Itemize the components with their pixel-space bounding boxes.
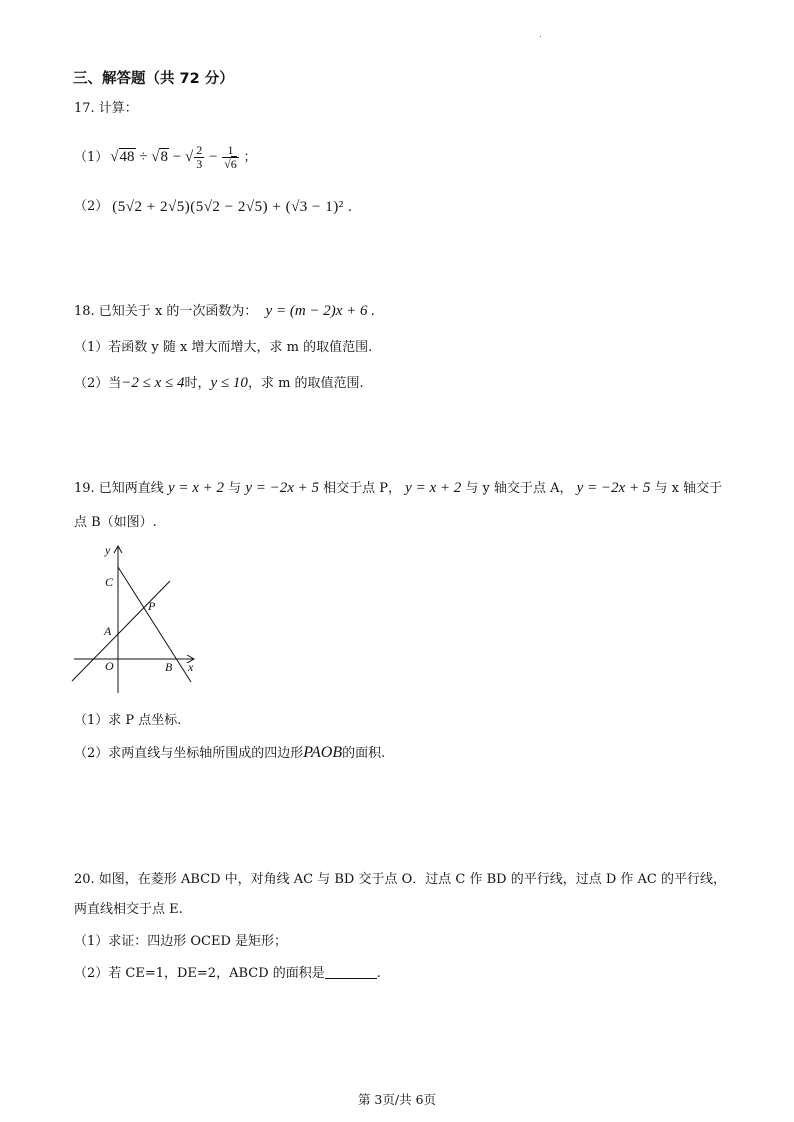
- q18-part1: （1）若函数 y 随 x 增大而增大，求 m 的取值范围.: [74, 340, 373, 355]
- q18-range: −2 ≤ x ≤ 4: [121, 375, 185, 391]
- q19-part2: （2）求两直线与坐标轴所围成的四边形PAOB的面积.: [74, 744, 386, 761]
- q19-stem-line1: 19. 已知两直线 y = x + 2 与 y = −2x + 5 相交于点 P， y = x + 2 与 y 轴交于点 A， y = −2x + 5 与 x 轴交于: [74, 480, 723, 496]
- q19-quadrilateral: PAOB: [303, 744, 343, 761]
- label-y: y: [105, 543, 111, 557]
- q20-stem-line2: 两直线相交于点 E.: [74, 902, 183, 917]
- q17-stem: 17. 计算：: [74, 101, 138, 116]
- q18-y-limit: y ≤ 10: [210, 375, 248, 391]
- q20-part2: （2）若 CE=1，DE=2，ABCD 的面积是 .: [74, 966, 381, 981]
- line-y-x-plus-2: [72, 581, 170, 681]
- label-B: B: [165, 660, 173, 674]
- q20-stem-line1: 20. 如图，在菱形 ABCD 中，对角线 AC 与 BD 交于点 O．过点 C 作 BD 的平行线，过点 D 作 AC 的平行线，: [74, 872, 726, 887]
- q19-figure: [70, 540, 200, 700]
- q17-part1: [74, 144, 257, 171]
- answer-blank[interactable]: [325, 966, 377, 979]
- q18-part2: （2）当−2 ≤ x ≤ 4时，y ≤ 10，求 m 的取值范围.: [74, 375, 364, 391]
- label-O: O: [105, 659, 114, 673]
- line-y-neg2x-plus-5: [118, 567, 191, 682]
- label-x: x: [188, 660, 194, 674]
- label-A: A: [104, 624, 112, 638]
- section-title: 三、解答题（共 72 分）: [73, 71, 234, 87]
- q19-part1: （1）求 P 点坐标.: [74, 713, 182, 728]
- sqrt-48: √48: [110, 148, 135, 165]
- page-footer: 第 3页/共 6页: [357, 1092, 437, 1107]
- label-C: C: [105, 575, 114, 589]
- page-speck: [540, 36, 541, 37]
- q18-stem: 18. 已知关于 x 的一次函数为： y = (m − 2)x + 6 .: [74, 303, 376, 319]
- q19-stem-line2: 点 B（如图）.: [74, 515, 157, 530]
- q18-function: y = (m − 2)x + 6 .: [265, 303, 376, 319]
- frac-1-sqrt6: $\frac{1}{√6}$: [224, 143, 237, 171]
- sqrt-frac-2-3: √ $\frac{2}{3}$: [184, 143, 203, 171]
- q17-part1-expression: √48 ÷ √8 − √ $\frac{2}{3}$ − $\frac{1}{√6}$ ；: [110, 143, 257, 171]
- sqrt-8: √8: [151, 148, 168, 165]
- q17-part2-label: （2）: [74, 199, 109, 214]
- q17-part2: [74, 199, 352, 215]
- q17-part2-expression: (5√2 + 2√5)(5√2 − 2√5) + (√3 − 1)² .: [112, 199, 353, 215]
- label-P: P: [148, 599, 156, 613]
- q17-part1-label: （1）: [74, 149, 109, 165]
- q20-part1: （1）求证：四边形 OCED 是矩形；: [74, 934, 288, 949]
